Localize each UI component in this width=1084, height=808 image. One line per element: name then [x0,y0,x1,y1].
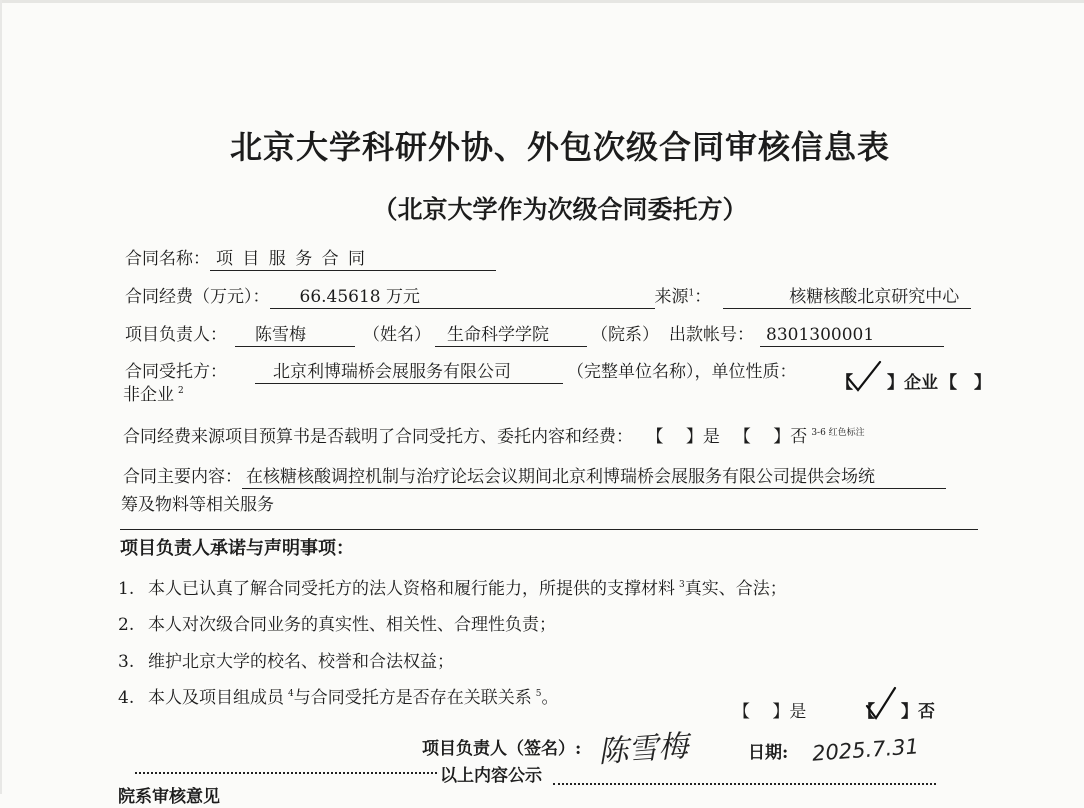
page-left-edge [0,0,2,794]
source-label: 来源 [654,287,689,307]
signature-label: 项目负责人（签名）: [422,739,582,759]
nature-option-enterprise-label: 】企业 [887,373,938,393]
contract-name-value: 项 目 服 务 合 同 [210,248,496,271]
budget-question-text: 合同经费来源项目预算书是否载明了合同受托方、委托内容和经费： [123,427,633,447]
budget-no-option: 【 】否 [733,427,808,447]
trustee-value: 北京利博瑞桥会展服务有限公司 [255,361,563,384]
checkmark-icon [865,686,899,722]
pledge-item-1 [118,578,787,600]
notice-dotted-line-right [553,783,936,785]
trustee-row [125,361,797,384]
content-value-line2: 筹及物料等相关服务 [121,495,274,515]
nature-non-enterprise-row [123,384,184,406]
pi-name-suffix: （姓名） [363,325,431,345]
nature-non-enterprise-label: 非企业 [123,385,174,405]
footer-partial-text: 院系审核意见 [118,787,220,807]
trustee-suffix: （完整单位名称），单位性质： [567,362,797,382]
public-notice: 以上内容公示 [440,766,542,786]
nature-footnote: 2 [178,386,184,397]
pledge-item-3 [118,651,454,673]
budget-yes-option: 【 】是 [655,427,720,447]
source-value: 核糖核酸北京研究中心 [723,286,971,309]
content-underline [120,529,978,530]
funds-value: 66.45618 万元 [270,286,655,309]
content-label: 合同主要内容： [123,467,242,487]
pledge-item-text-b: 与合同受托方是否存在关联关系 [293,688,532,708]
trustee-label: 合同受托方： [125,362,227,382]
item4-yes-option: 【 】是 [733,702,807,722]
pledge-item-text: 本人及项目组成员 [148,688,284,708]
pledge-footnote: 3 [679,580,685,591]
content-value-line1: 在核糖核酸调控机制与治疗论坛会议期间北京利博瑞桥会展服务有限公司提供会场统 [242,466,946,489]
handwritten-date: 2025.7.31 [811,734,920,766]
date-label: 日期: [748,743,789,763]
pledge-footnote: 4 [288,689,294,700]
pledge-item-number: 1. [118,579,135,599]
pledge-item-text: 本人对次级合同业务的真实性、相关性、合理性负责； [148,615,556,635]
nature-option-enterprise-open: 【 [836,373,853,393]
source-footnote: 1 [688,288,695,299]
content-row [123,466,946,489]
contract-name-label: 合同名称： [125,249,210,269]
nature-option-non-enterprise-box: 【 】 [940,373,991,393]
account-value: 8301300001 [760,324,944,347]
pledge-item-text: 本人已认真了解合同受托方的法人资格和履行能力，所提供的支撑材料 [148,579,675,599]
pi-label: 项目负责人： [125,325,227,345]
budget-question-row [123,426,865,448]
pledge-footnote-2: 5 [535,689,542,700]
pledge-item-text-b: 真实、合法； [684,579,787,599]
checkmark-icon [846,360,882,396]
pledge-item-text-c: 。 [541,688,559,708]
pledge-item-number: 4. [118,688,135,708]
document-subtitle: （北京大学作为次级合同委托方） [372,195,748,224]
pledge-item-number: 3. [118,652,135,672]
item4-no-open: 【 [858,702,875,722]
pledge-item-4 [118,687,558,709]
contract-name-row [125,248,496,271]
funds-label: 合同经费（万元）： [125,287,270,307]
pi-name-value: 陈雪梅 [235,324,355,347]
funds-row: 合同经费（万元）： 66.45618 万元 来源$^1$： 核糖核酸北京研究中心 [125,286,971,309]
page-top-edge [0,0,1084,3]
pledge-item-number: 2. [118,615,135,635]
pi-dept-suffix: （院系） [591,325,659,345]
account-label: 出款帐号： [669,325,754,345]
pledge-item-2 [118,614,556,636]
pi-dept-value: 生命科学学院 [435,324,587,347]
pledge-item-text: 维护北京大学的校名、校誉和合法权益； [148,652,454,672]
pi-row [125,324,944,347]
handwritten-signature: 陈雪梅 [597,728,690,771]
notice-dotted-line-left [135,772,437,774]
item4-no-label: 】否 [901,702,935,722]
budget-footnote: 3-6 红色标注 [811,428,865,439]
pledge-heading: 项目负责人承诺与声明事项： [120,538,354,559]
document-title: 北京大学科研外协、外包次级合同审核信息表 [229,128,890,166]
